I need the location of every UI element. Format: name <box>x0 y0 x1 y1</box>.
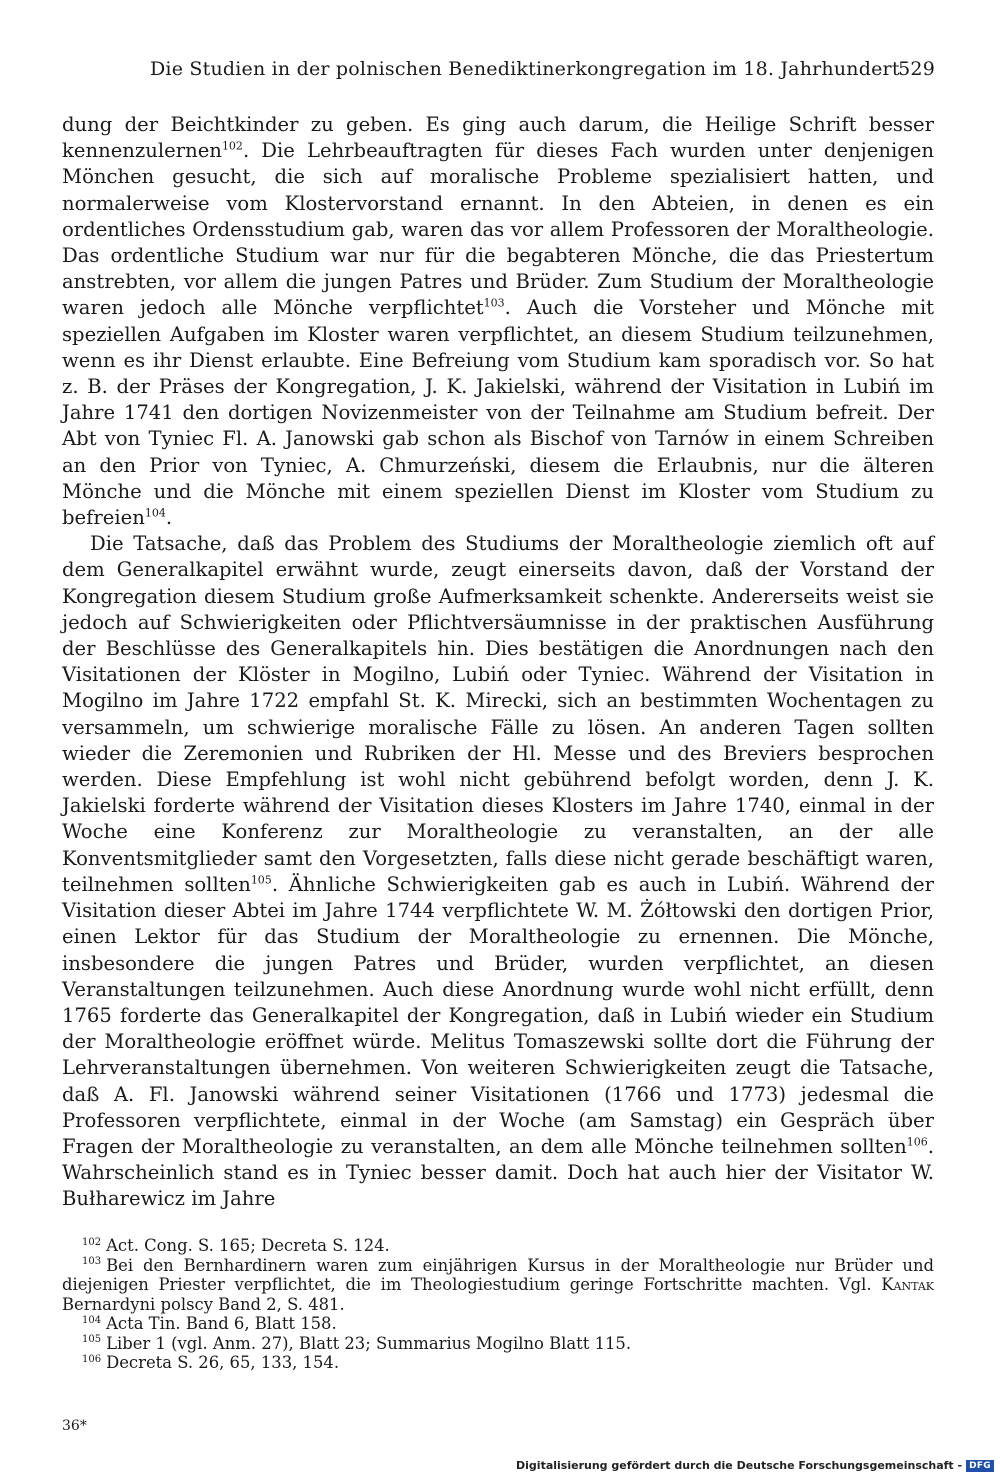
funding-notice[interactable] <box>516 1459 994 1472</box>
footnote-number: 104 <box>82 1314 102 1326</box>
running-title: Die Studien in der polnischen Benediktinerkongregation im 18. Jahrhundert <box>150 58 900 80</box>
text-run: . <box>165 506 173 530</box>
footnote-ref-102[interactable]: 102 <box>221 139 243 153</box>
footnote-ref-104[interactable]: 104 <box>144 506 166 520</box>
footnotes <box>62 1236 934 1373</box>
footnote-103 <box>62 1256 934 1315</box>
paragraph-2 <box>62 531 934 1212</box>
text-run: . Auch die Vorsteher und Mönche mit speziellen Aufgaben im Kloster waren verpflichtet, an diesem Studium teilzunehmen, wenn es ihr Dienst erlaubte. Eine Befreiung vom Studium kam sporadisch vor. So hat z. B. der Präses der Kongregation, J. K. Jakielski, während der Visitation in Lubiń im Jahre 1741 den dortigen Novizenmeister von der Teilnahme am Studium befreit. Der Abt von Tyniec Fl. A. Janowski gab schon als Bischof von Tarnów in einem Schreiben an den Prior von Tyniec, A. Chmurzeński, diesem die Erlaubnis, nur die älteren Mönche und die Mönche mit einem speziellen Dienst im Kloster vom Studium zu befreien <box>62 296 935 530</box>
footnote-106 <box>62 1353 934 1373</box>
footnote-104 <box>62 1314 934 1334</box>
footnote-text: Bernardyni polscy Band 2, S. 481. <box>62 1294 345 1314</box>
paragraph-1 <box>62 112 934 531</box>
body-text <box>62 112 934 1213</box>
text-run: . Wahrscheinlich stand es in Tyniec besser damit. Doch hat auch hier der Visitator W. Bułharewicz im Jahre <box>62 1134 934 1211</box>
footnote-number: 106 <box>82 1353 102 1365</box>
footnote-number: 102 <box>82 1236 102 1248</box>
signature-mark: 36* <box>62 1418 87 1434</box>
footnote-text: Acta Tin. Band 6, Blatt 158. <box>106 1314 337 1333</box>
footnote-number: 105 <box>82 1334 102 1346</box>
footnote-number: 103 <box>82 1256 102 1268</box>
footnote-author: Kantak <box>881 1275 934 1294</box>
footnote-text: Liber 1 (vgl. Anm. 27), Blatt 23; Summarius Mogilno Blatt 115. <box>106 1333 632 1353</box>
footnote-text: Decreta S. 26, 65, 133, 154. <box>106 1353 340 1372</box>
footnote-105 <box>62 1334 934 1354</box>
footnote-text: Act. Cong. S. 165; Decreta S. 124. <box>106 1236 390 1255</box>
funding-notice-text: Digitalisierung gefördert durch die Deutsche Forschungsgemeinschaft - <box>516 1459 963 1472</box>
page-number: 529 <box>898 58 935 80</box>
footnote-ref-105[interactable]: 105 <box>250 873 272 887</box>
text-run: Die Tatsache, daß das Problem des Studiums der Moraltheologie ziemlich oft auf dem Generalkapitel erwähnt wurde, zeugt einerseits davon, daß der Vorstand der Kongregation diesem Studium große Aufmerksamkeit schenkte. Andererseits weist sie jedoch auf Schwierigkeiten oder Pflichtversäumnisse in der praktischen Ausführung der Beschlüsse des Generalkapitels hin. Dies bestätigen die Anordnungen nach den Visitationen der Klöster in Mogilno, Lubiń oder Tyniec. Während der Visitation in Mogilno im Jahre 1722 empfahl St. K. Mirecki, sich an bestimmten Wochentagen zu versammeln, um schwierige moralische Fälle zu lösen. An anderen Tagen sollten wieder die Zeremonien und Rubriken der Hl. Messe und des Breviers besprochen werden. Diese Empfehlung ist wohl nicht gebührend befolgt worden, denn J. K. Jakielski forderte während der Visitation dieses Klosters im Jahre 1740, einmal in der Woche eine Konferenz zur Moraltheologie zu veranstalten, an der alle Konventsmitglieder samt den Vorgesetzten, falls diese nicht gerade beschäftigt waren, teilnehmen sollten <box>62 532 934 896</box>
text-run: . Die Lehrbeauftragten für dieses Fach wurden unter denjenigen Mönchen gesucht, die sich auf moralische Probleme spezialisiert hatten, und normalerweise vom Klostervorstand ernannt. In den Abteien, in denen es ein ordentliches Ordensstudium gab, waren das vor allem Professoren der Moraltheologie. Das ordentliche Studium war nur für die begabteren Mönche, die das Priestertum anstrebten, vor allem die jungen Patres und Brüder. Zum Studium der Moraltheologie waren jedoch alle Mönche verpflichtet <box>62 139 934 320</box>
footnote-text: Bei den Bernhardinern waren zum einjährigen Kursus in der Moraltheologie nur Brüder und diejenigen Priester verpflichtet, die im Theologiestudium geringe Fortschritte machten. Vgl. <box>62 1255 934 1294</box>
footnote-102 <box>62 1236 934 1256</box>
text-run: . Ähnliche Schwierigkeiten gab es auch in Lubiń. Während der Visitation dieser Abtei im Jahre 1744 verpflichtete W. M. Żółtowski den dortigen Prior, einen Lektor für das Studium der Moraltheologie zu ernennen. Die Mönche, insbesondere die jungen Patres und Brüder, wurden verpflichtet, an diesen Veranstaltungen teilzunehmen. Auch diese Anordnung wurde wohl nicht erfüllt, denn 1765 forderte das Generalkapitel der Kongregation, daß in Lubiń wieder ein Studium der Moraltheologie eröffnet würde. Melitus Tomaszewski sollte dort die Führung der Lehrveranstaltungen übernehmen. Von weiteren Schwierigkeiten zeugt die Tatsache, daß A. Fl. Janowski während seiner Visitationen (1766 und 1773) jedesmal die Professoren verpflichtete, einmal in der Woche (am Samstag) ein Gespräch über Fragen der Moraltheologie zu veranstalten, an dem alle Mönche teilnehmen sollten <box>62 872 934 1158</box>
footnote-ref-106[interactable]: 106 <box>906 1135 928 1149</box>
footnote-ref-103[interactable]: 103 <box>483 296 505 310</box>
dfg-logo-icon: DFG <box>966 1460 994 1472</box>
text-run: dung der Beichtkinder zu geben. Es ging auch darum, die Heilige Schrift besser kennenzulernen <box>62 113 934 163</box>
